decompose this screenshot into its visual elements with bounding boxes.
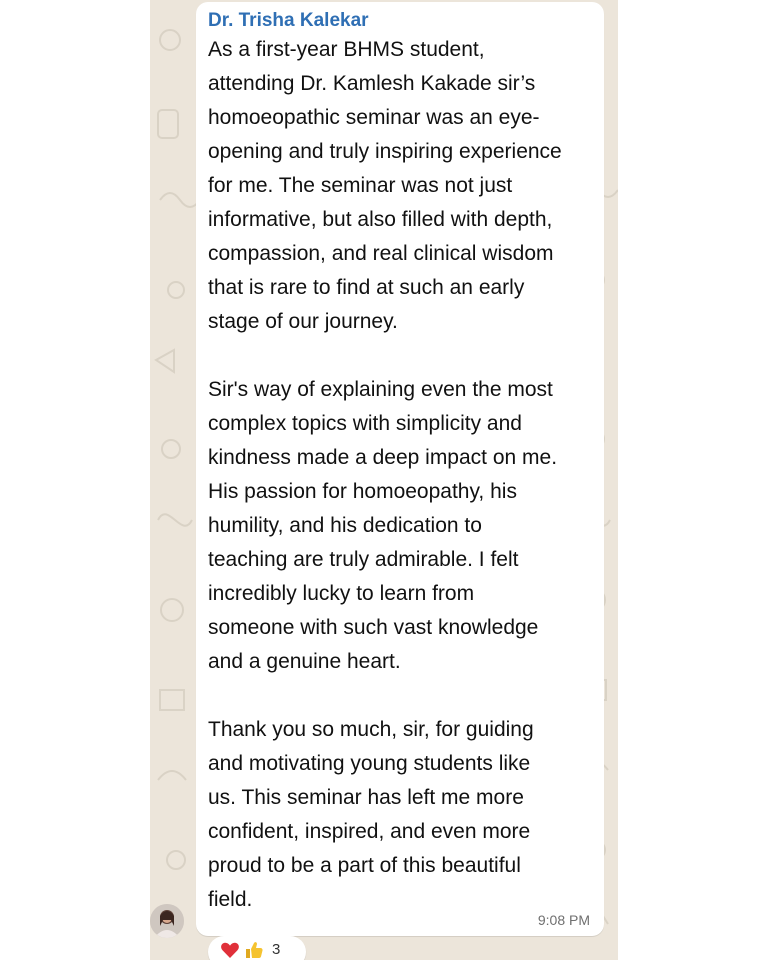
sender-avatar[interactable] [150, 904, 184, 938]
reactions-pill[interactable] [208, 936, 306, 960]
heart-icon [220, 940, 240, 960]
message-bubble[interactable] [196, 2, 604, 936]
thumbs-up-icon [244, 940, 264, 960]
message-paragraph: Thank you so much, sir, for guiding and motivating young students like us. This seminar has left me more confident, inspired, and even more proud to be a part of this beautiful field. [208, 718, 534, 911]
message-paragraph: Sir's way of explaining even the most complex topics with simplicity and kindness made a deep impact on me. His passion for homoeopathy, his humility, and his dedication to teaching are truly admirable. I felt incredibly lucky to learn from someone with such vast knowledge and a genuine heart. [208, 378, 558, 673]
chat-area [150, 0, 618, 960]
avatar-photo [150, 904, 184, 938]
message-paragraph: As a first-year BHMS student, attending Dr. Kamlesh Kakade sir’s homoeopathic seminar was an eye- opening and truly inspiring experience for me. The seminar was not just informative, but also filled with depth, compassion, and real clinical wisdom that is rare to find at such an early stage of our journey. [208, 38, 562, 333]
sender-name[interactable]: Dr. Trisha Kalekar [208, 10, 369, 31]
message-timestamp: 9:08 PM [537, 912, 590, 928]
reaction-count: 3 [272, 941, 281, 958]
